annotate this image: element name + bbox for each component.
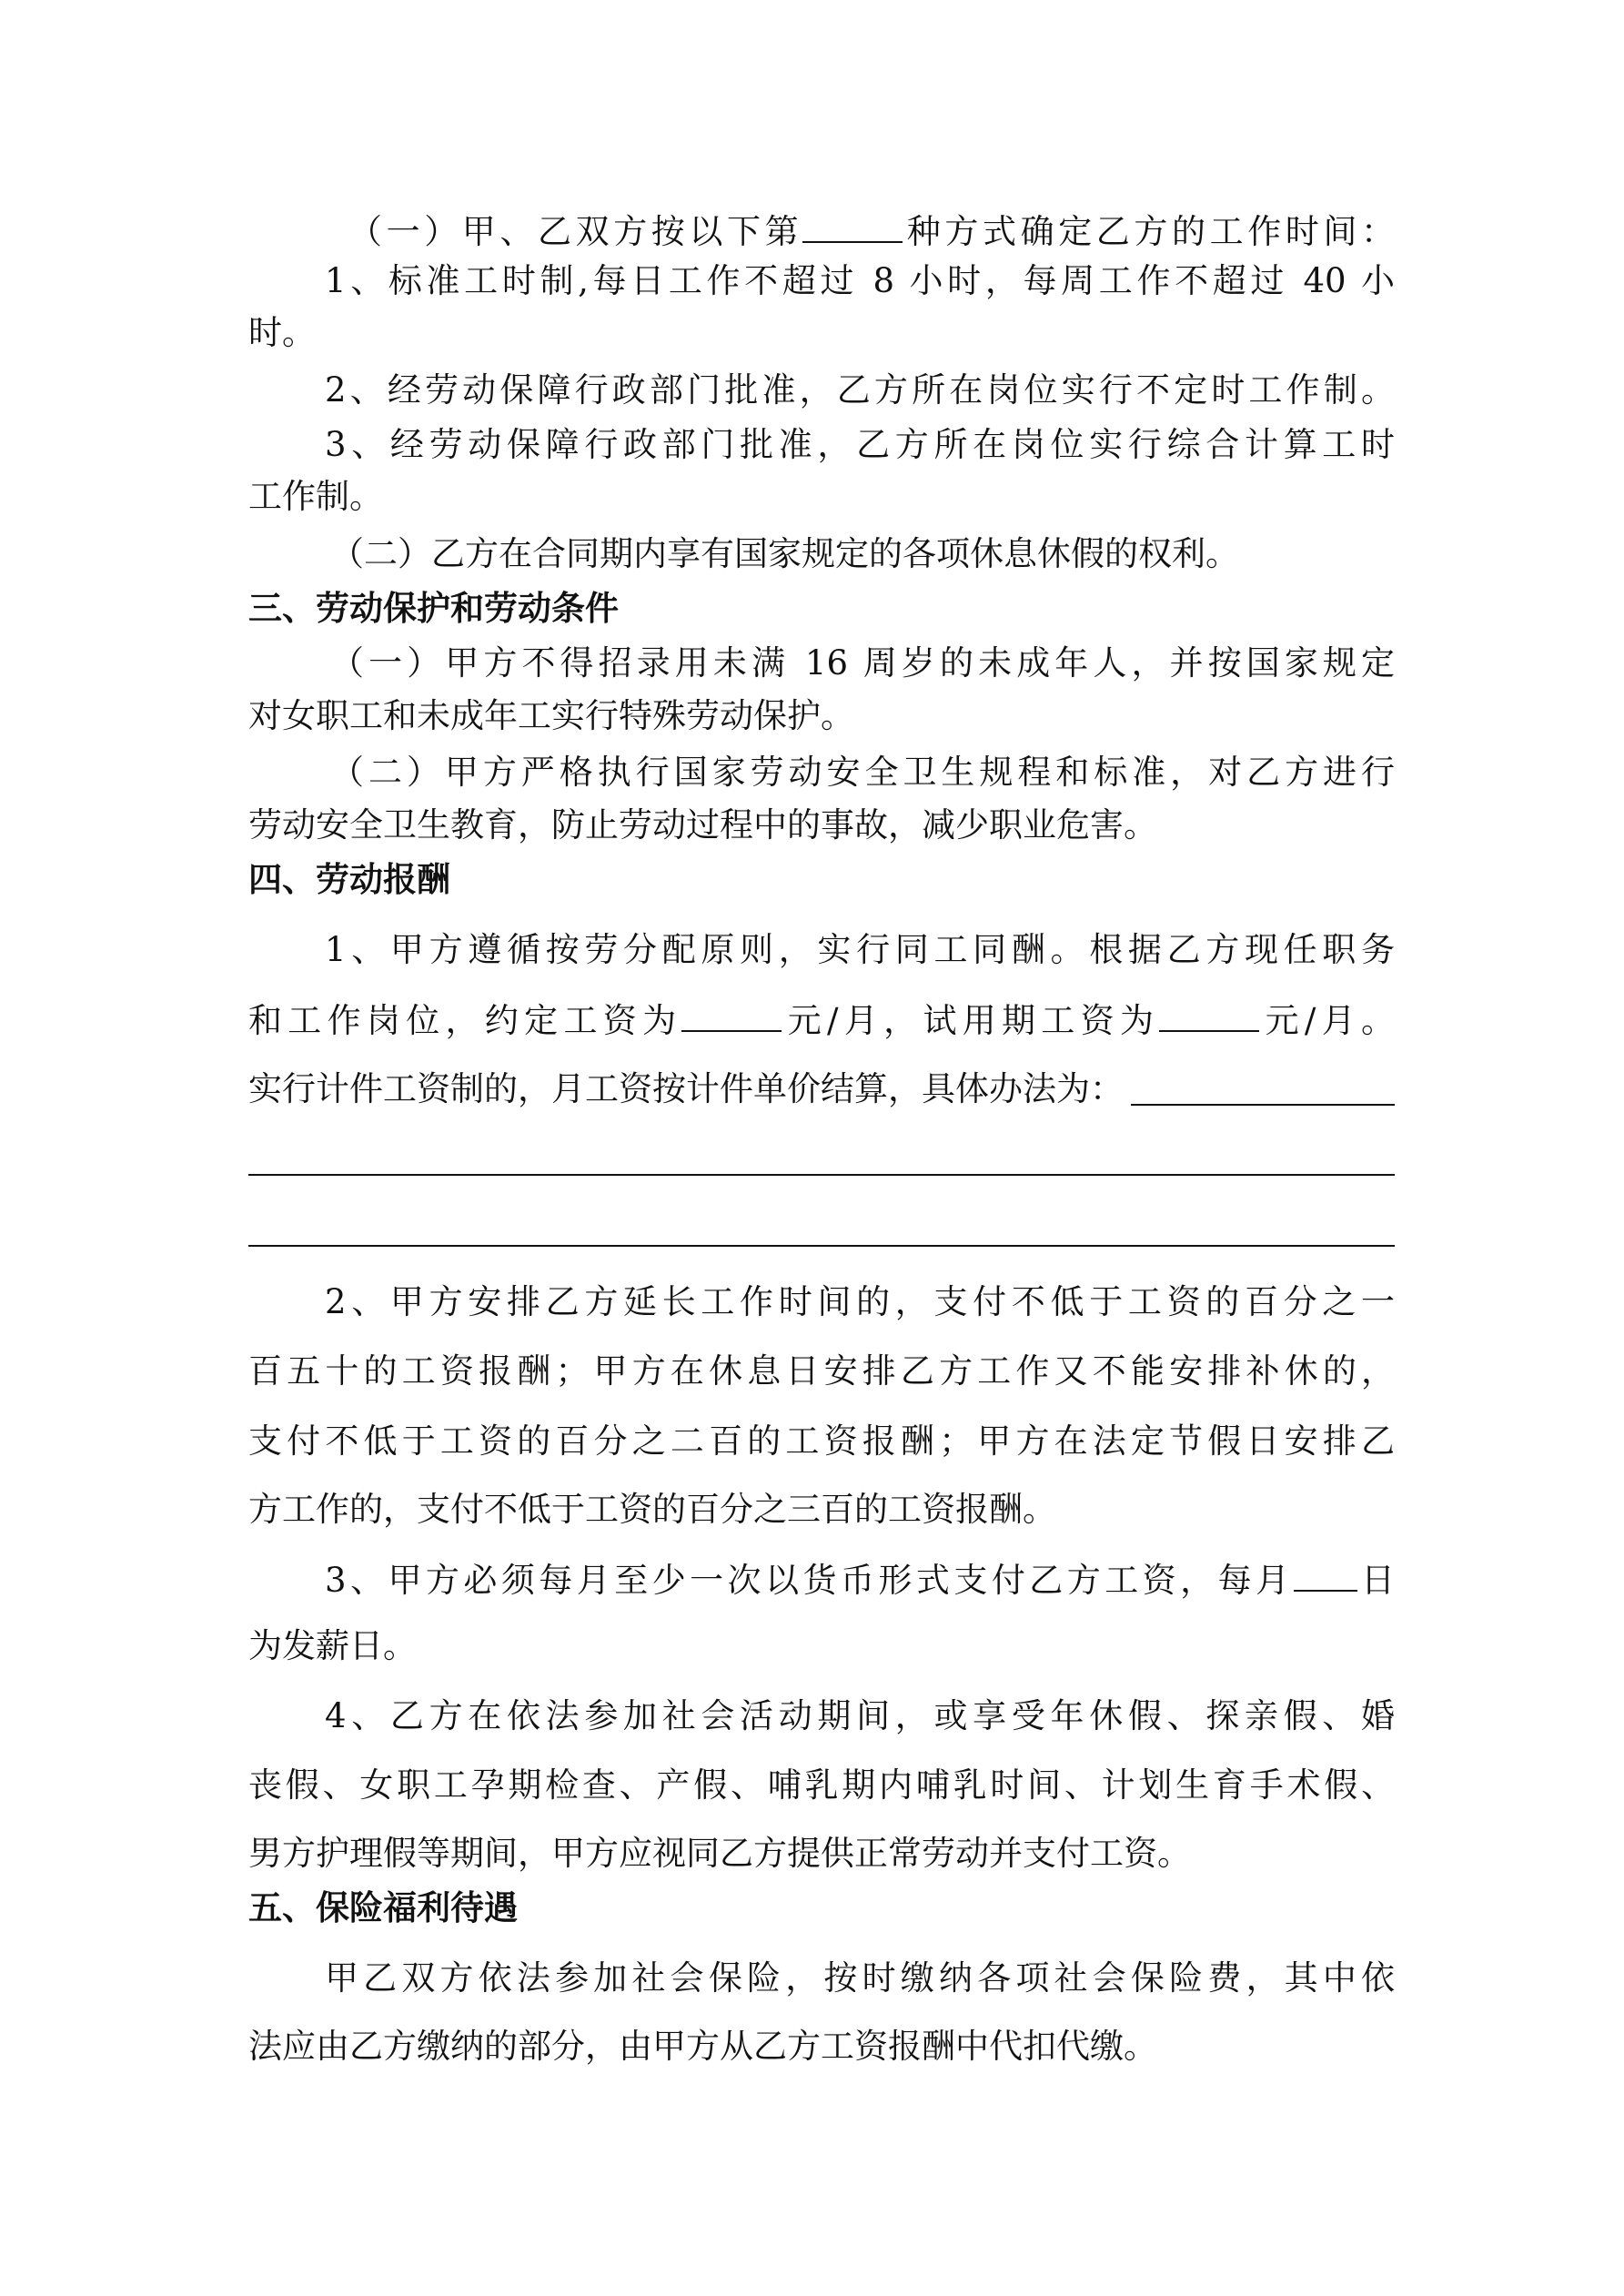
piece-rate-method-blank[interactable] [1131, 1075, 1395, 1106]
payday-blank[interactable] [1294, 1561, 1357, 1592]
clause-paid-leave: 4、乙方在依法参加社会活动期间，或享受年休假、探亲假、婚 [325, 1696, 1395, 1735]
clause-social-insurance: 甲乙双方依法参加社会保险，按时缴纳各项社会保险费，其中依 [325, 1958, 1395, 1998]
clause-1-work-time-method: （一）甲、乙双方按以下第 种方式确定乙方的工作时间： [348, 212, 1396, 251]
clause-safety-standards-cont: 劳动安全卫生教育，防止劳动过程中的事故，减少职业危害。 [248, 805, 1157, 845]
work-time-method-blank[interactable] [802, 212, 903, 243]
clause-safety-standards: （二）甲方严格执行国家劳动安全卫生规程和标准，对乙方进行 [330, 753, 1395, 792]
salary-blank[interactable] [681, 1001, 782, 1032]
clause-overtime-pay-cont-2: 支付不低于工资的百分之二百的工资报酬；甲方在法定节假日安排乙 [248, 1421, 1395, 1461]
section-heading-insurance: 五、保险福利待遇 [248, 1888, 518, 1927]
clause-standard-hours-cont: 时。 [248, 313, 316, 352]
clause-payday: 3、甲方必须每月至少一次以货币形式支付乙方工资，每月 日 [325, 1561, 1395, 1600]
clause-overtime-pay: 2、甲方安排乙方延长工作时间的，支付不低于工资的百分之一 [325, 1282, 1395, 1321]
clause-minor-protection: （一）甲方不得招录用未满 16 周岁的未成年人，并按国家规定 [330, 643, 1395, 683]
clause-rest-leave: （二）乙方在合同期内享有国家规定的各项休息休假的权利。 [330, 534, 1239, 573]
section-heading-labor-protection: 三、劳动保护和劳动条件 [248, 589, 619, 628]
section-heading-remuneration: 四、劳动报酬 [248, 860, 450, 899]
clause-salary-amount: 和工作岗位，约定工资为 元/月，试用期工资为 元/月。 [248, 1001, 1396, 1040]
clause-social-insurance-cont: 法应由乙方缴纳的部分，由甲方从乙方工资报酬中代扣代缴。 [248, 2027, 1157, 2066]
probation-salary-blank[interactable] [1159, 1001, 1259, 1032]
clause-overtime-pay-cont-3: 方工作的，支付不低于工资的百分之三百的工资报酬。 [248, 1490, 1056, 1529]
clause-standard-hours: 1、标准工时制,每日工作不超过 8 小时，每周工作不超过 40 小 [325, 261, 1395, 300]
clause-payday-cont: 为发薪日。 [248, 1626, 417, 1665]
piece-rate-method-line-2[interactable] [248, 1245, 1395, 1247]
piece-rate-method-line-1[interactable] [248, 1174, 1395, 1176]
clause-comprehensive-hours-cont: 工作制。 [248, 477, 383, 516]
clause-flexible-hours: 2、经劳动保障行政部门批准，乙方所在岗位实行不定时工作制。 [325, 370, 1395, 410]
clause-comprehensive-hours: 3、经劳动保障行政部门批准，乙方所在岗位实行综合计算工时 [325, 425, 1395, 464]
clause-minor-protection-cont: 对女职工和未成年工实行特殊劳动保护。 [248, 696, 854, 735]
clause-distribution-principle: 1、甲方遵循按劳分配原则，实行同工同酬。根据乙方现任职务 [325, 930, 1395, 969]
clause-piece-rate: 实行计件工资制的，月工资按计件单价结算，具体办法为： [248, 1072, 1395, 1106]
clause-paid-leave-cont-2: 男方护理假等期间，甲方应视同乙方提供正常劳动并支付工资。 [248, 1834, 1191, 1873]
clause-overtime-pay-cont-1: 百五十的工资报酬；甲方在休息日安排乙方工作又不能安排补休的， [248, 1351, 1395, 1391]
clause-paid-leave-cont-1: 丧假、女职工孕期检查、产假、哺乳期内哺乳时间、计划生育手术假、 [248, 1765, 1395, 1805]
